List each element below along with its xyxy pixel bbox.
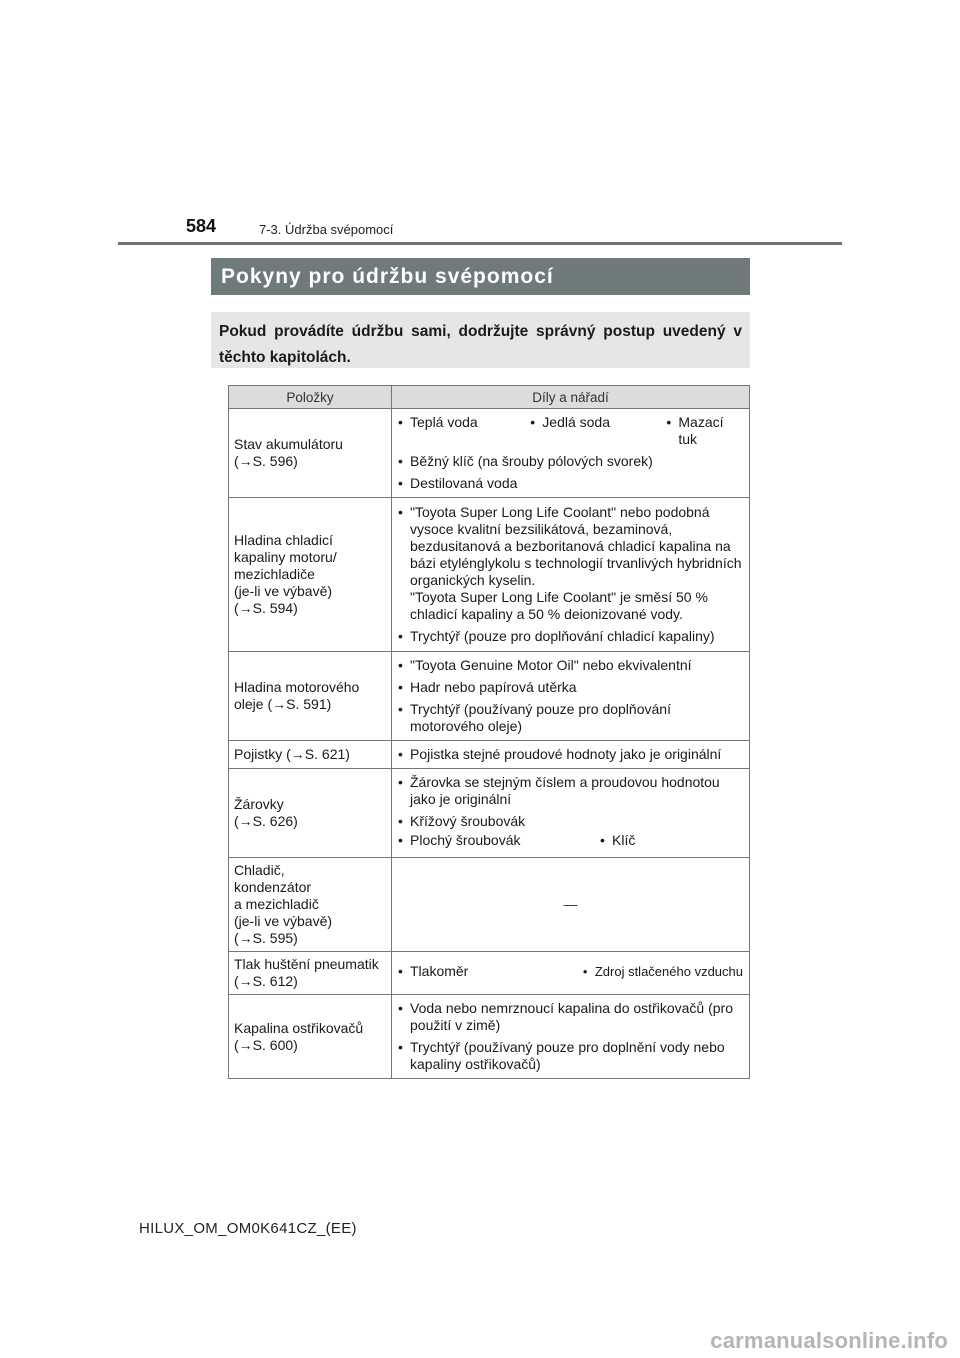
list-item: • "Toyota Genuine Motor Oil" nebo ekvivalentní (398, 657, 743, 674)
page-number: 584 (186, 216, 217, 236)
list-item: • Pojistka stejné proudové hodnoty jako je originální (398, 746, 743, 763)
table-row (229, 952, 750, 995)
item-label: Žárovky (→S. 626) (234, 796, 298, 829)
table-row (229, 769, 750, 858)
parts-list (398, 774, 743, 830)
item-cell (229, 409, 392, 498)
table-row (229, 741, 750, 769)
intro-text: Pokud provádíte údržbu sami, dodržujte správný postup uvedený v těchto kapitolách. (219, 323, 742, 366)
parts-cell (392, 409, 750, 498)
list-item: • Plochý šroubovák (398, 832, 600, 849)
parts-cell (392, 652, 750, 741)
parts-cell (392, 995, 750, 1079)
item-cell (229, 769, 392, 858)
list-item: • Zdroj stlačeného vzduchu (583, 963, 743, 980)
list-item: • Trychtýř (používaný pouze pro doplnění vody nebo kapaliny ostřikovačů) (398, 1039, 743, 1073)
list-item: • "Toyota Super Long Life Coolant" nebo podobná vysoce kvalitní bezsilikátová, bezaminová, bezdusitanová a bezboritanová chladicí kapalina na bázi etylénglykolu s technologií trvanlivých hybridních organických kyselin. "Toyota Super Long Life Coolant" je směsí 50 % chladicí kapaliny a 50 % deionizované vody. (398, 504, 743, 623)
header-divider (118, 242, 842, 245)
parts-list (398, 1000, 743, 1073)
parts-cell (392, 858, 750, 952)
item-cell (229, 498, 392, 652)
inline-parts-row (398, 963, 743, 980)
column-header-parts: Díly a nářadí (392, 386, 750, 409)
item-cell (229, 952, 392, 995)
parts-list (398, 453, 743, 492)
table-row (229, 858, 750, 952)
table-header-row (229, 386, 750, 409)
item-cell (229, 858, 392, 952)
table-row (229, 409, 750, 498)
empty-dash: — (563, 896, 578, 912)
item-label: Chladič, kondenzátor a mezichladič (je-li ve výbavě) (→S. 595) (234, 862, 333, 946)
inline-parts-row (398, 414, 743, 448)
list-item: • Hadr nebo papírová utěrka (398, 679, 743, 696)
inline-parts-row (398, 832, 743, 849)
section-label: 7-3. Údržba svépomocí (259, 222, 394, 237)
list-item: • Destilovaná voda (398, 475, 743, 492)
intro-box (211, 312, 750, 368)
list-item: • Trychtýř (používaný pouze pro doplňování motorového oleje) (398, 701, 743, 735)
item-cell (229, 652, 392, 741)
page-title: Pokyny pro údržbu svépomocí (221, 264, 554, 288)
list-item: • Klíč (600, 832, 635, 849)
list-item: • Trychtýř (pouze pro doplňování chladicí kapaliny) (398, 628, 743, 645)
parts-list (398, 504, 743, 645)
item-label: Hladina chladicí kapaliny motoru/ mezichladiče (je-li ve výbavě) (→S. 594) (234, 532, 337, 616)
list-item: • Mazací tuk (666, 414, 743, 448)
list-item: • Teplá voda (398, 414, 530, 448)
table-row (229, 652, 750, 741)
watermark: carmanualsonline.info (710, 1328, 948, 1353)
list-item: • Voda nebo nemrznoucí kapalina do ostřikovačů (pro použití v zimě) (398, 1000, 743, 1034)
column-header-items: Položky (229, 386, 392, 409)
item-cell (229, 995, 392, 1079)
parts-cell (392, 769, 750, 858)
list-item: • Jedlá soda (530, 414, 666, 448)
parts-cell (392, 498, 750, 652)
parts-table (228, 385, 750, 1079)
item-cell (229, 741, 392, 769)
item-label: Pojistky (→S. 621) (234, 746, 350, 762)
list-item: • Žárovka se stejným číslem a proudovou hodnotou jako je originální (398, 774, 743, 808)
item-label: Stav akumulátoru (→S. 596) (234, 436, 343, 469)
item-label: Hladina motorového oleje (→S. 591) (234, 679, 360, 712)
table-row (229, 498, 750, 652)
item-label: Kapalina ostřikovačů (→S. 600) (234, 1019, 364, 1053)
parts-list (398, 657, 743, 735)
table-row (229, 995, 750, 1079)
list-item: • Běžný klíč (na šrouby pólových svorek) (398, 453, 743, 470)
page-title-bar (211, 258, 750, 295)
item-label: Tlak huštění pneumatik (→S. 612) (234, 956, 379, 989)
list-item: • Křížový šroubovák (398, 813, 743, 830)
document-code: HILUX_OM_OM0K641CZ_(EE) (139, 1220, 357, 1237)
parts-cell (392, 741, 750, 769)
list-item: • Tlakoměr (398, 963, 468, 980)
parts-cell (392, 952, 750, 995)
parts-list (398, 746, 743, 763)
